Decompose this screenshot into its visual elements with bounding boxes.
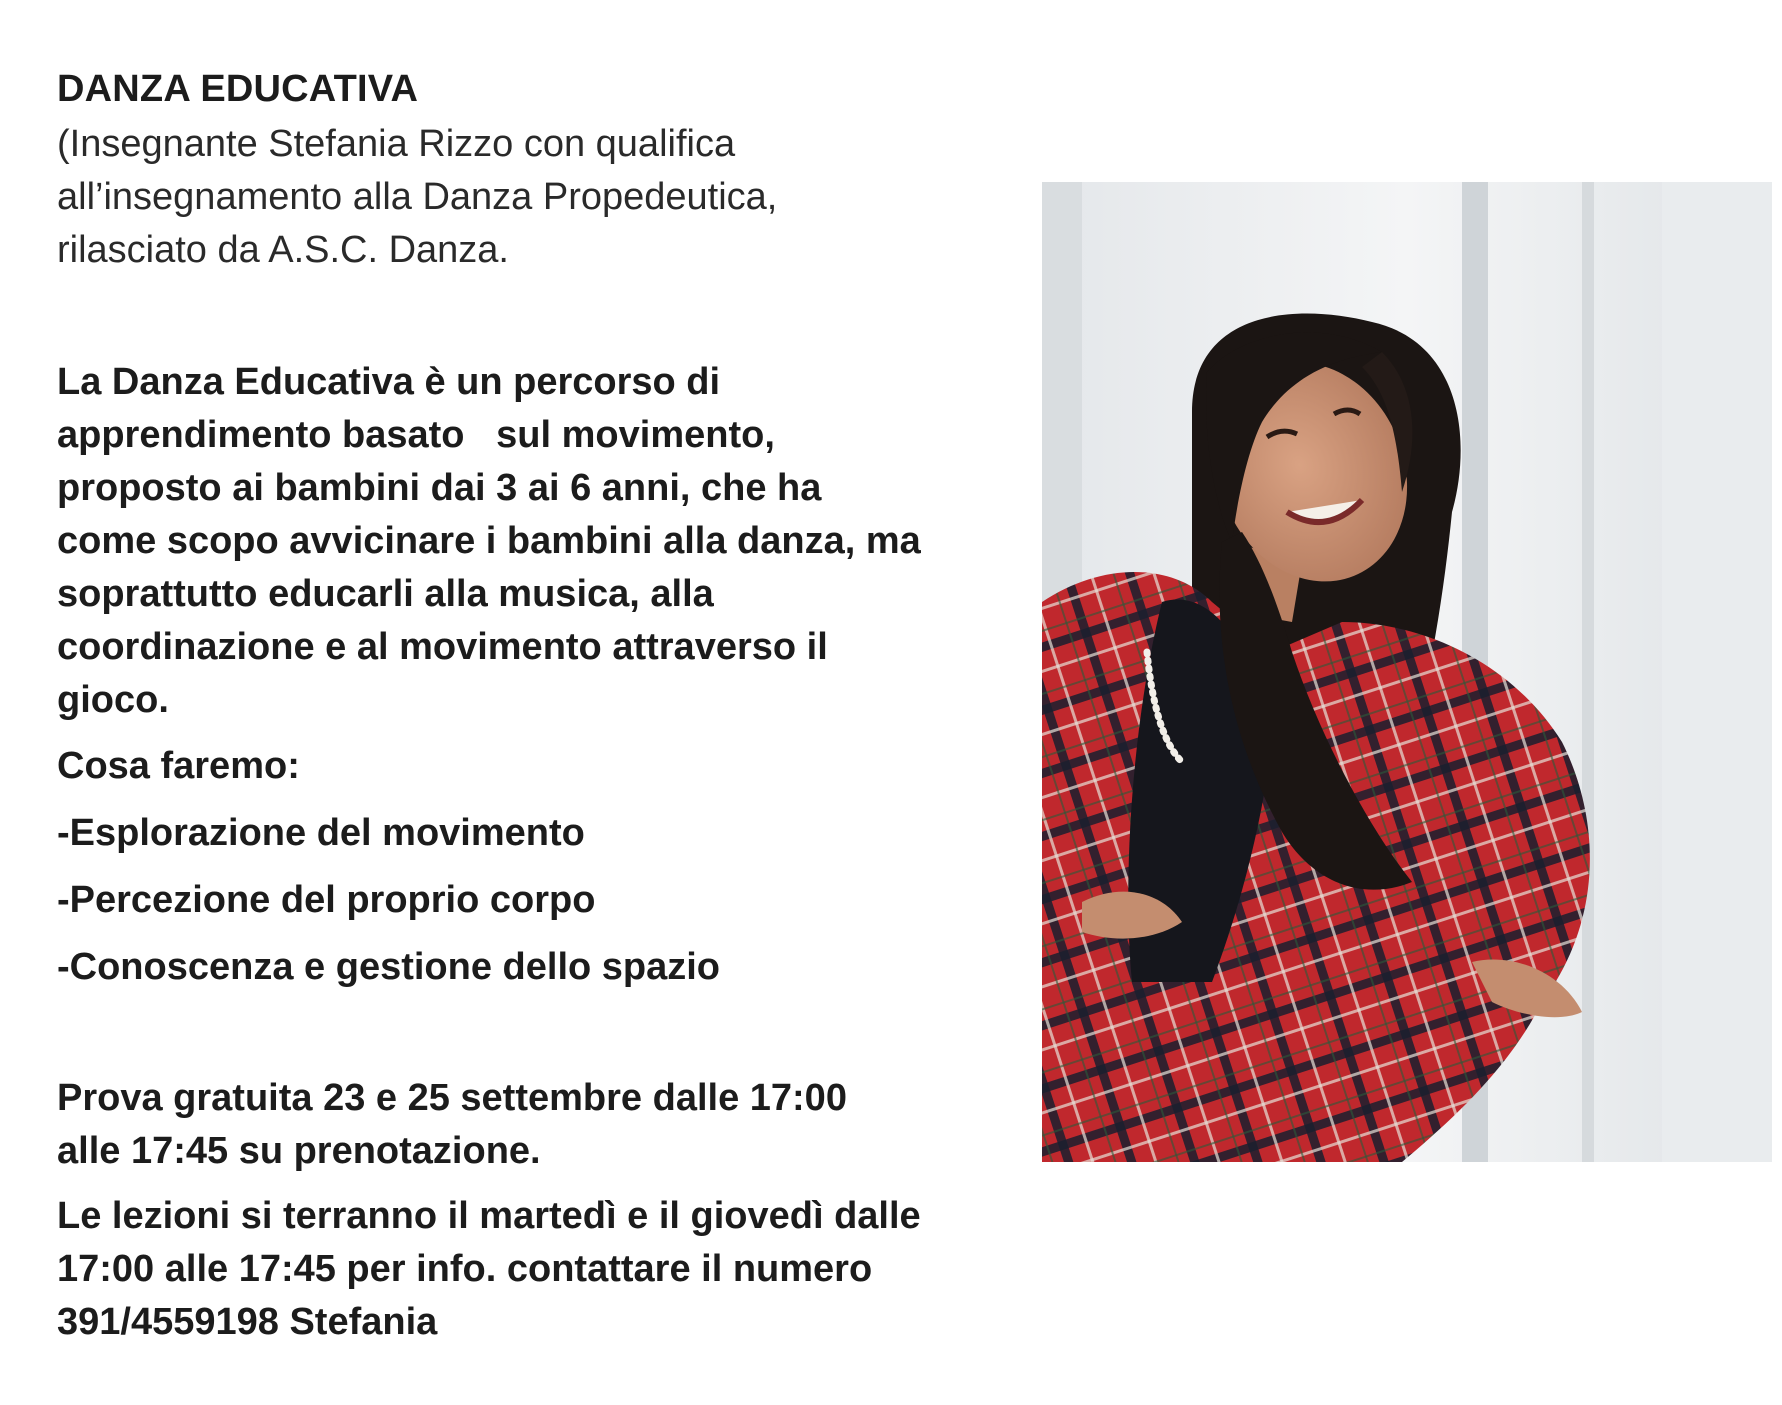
subtitle-line: (Insegnante Stefania Rizzo con qualifica (57, 123, 736, 165)
intro-line: soprattutto educarli alla musica, alla (57, 573, 714, 615)
trial-info (57, 1072, 1037, 1178)
activities-heading: Cosa faremo: (57, 745, 300, 787)
trial-line: Prova gratuita 23 e 25 settembre dalle 17:00 (57, 1077, 847, 1119)
intro-line: coordinazione e al movimento attraverso il (57, 626, 828, 668)
intro-line: La Danza Educativa è un percorso di (57, 361, 721, 403)
teacher-photo (1042, 182, 1772, 1162)
activity-item: -Conoscenza e gestione dello spazio (57, 946, 721, 988)
teacher-qualification (57, 118, 1037, 277)
activity-item: -Esplorazione del movimento (57, 812, 585, 854)
subtitle-line: all’insegnamento alla Danza Propedeutica, (57, 176, 778, 218)
intro-line: come scopo avvicinare i bambini alla danza, ma (57, 520, 921, 562)
intro-paragraph (57, 356, 1037, 727)
trial-line: alle 17:45 su prenotazione. (57, 1130, 541, 1172)
flyer-title: DANZA EDUCATIVA (57, 68, 419, 110)
activity-item: -Percezione del proprio corpo (57, 879, 596, 921)
schedule-line: Le lezioni si terranno il martedì e il giovedì dalle (57, 1195, 921, 1237)
subtitle-line: rilasciato da A.S.C. Danza. (57, 229, 509, 271)
intro-line: apprendimento basato sul movimento, (57, 414, 775, 456)
flyer-text (57, 62, 1037, 1349)
intro-line: proposto ai bambini dai 3 ai 6 anni, che ha (57, 467, 822, 509)
schedule-line: 17:00 alle 17:45 per info. contattare il numero (57, 1248, 873, 1290)
schedule-contact (57, 1190, 1037, 1349)
schedule-line: 391/4559198 Stefania (57, 1301, 438, 1343)
intro-line: gioco. (57, 679, 169, 721)
teacher-photo-illustration (1042, 182, 1772, 1162)
